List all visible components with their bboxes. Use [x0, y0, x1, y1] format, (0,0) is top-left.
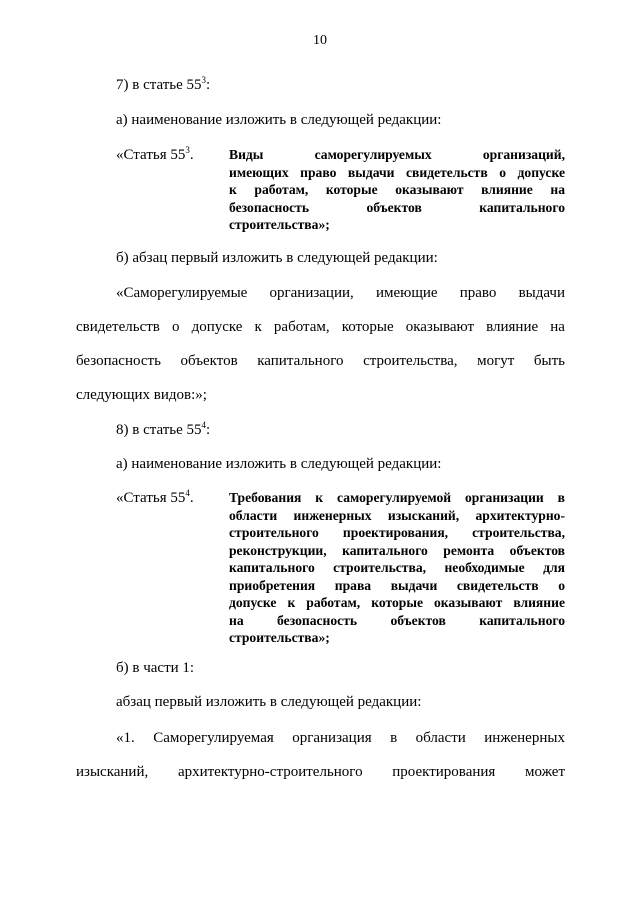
- article-55-4-heading-line: допуске к работам, которые оказывают влияние: [229, 595, 565, 610]
- article-55-4-heading-line: строительного проектирования, строительства,: [229, 525, 565, 540]
- word: к: [254, 319, 262, 335]
- article-55-4-label-sup: 4: [185, 488, 190, 498]
- page-number: 10: [313, 33, 327, 48]
- paragraph-item-7: [116, 76, 210, 94]
- word: право: [459, 285, 497, 301]
- paragraph-7a: а) наименование изложить в следующей редакции:: [116, 112, 442, 128]
- word: Саморегулируемая: [153, 730, 274, 746]
- word: «1.: [116, 730, 135, 746]
- item-7-superscript: 3: [201, 75, 207, 85]
- article-55-3-heading-line: строительства»;: [229, 217, 330, 232]
- word: могут: [477, 353, 515, 369]
- word: изысканий,: [76, 764, 149, 780]
- word: организация: [292, 730, 372, 746]
- word: допуске: [191, 319, 243, 335]
- word: оказывают: [405, 319, 475, 335]
- word: объектов: [180, 353, 238, 369]
- word: работам,: [273, 319, 330, 335]
- word: капитального: [257, 353, 344, 369]
- article-55-3-heading-line: безопасность объектов капитального: [229, 199, 565, 215]
- word: быть: [533, 353, 565, 369]
- word: свидетельств: [76, 319, 160, 335]
- item-8-superscript: 4: [201, 420, 207, 430]
- word: влияние: [486, 319, 539, 335]
- paragraph-8a: а) наименование изложить в следующей редакции:: [116, 456, 442, 472]
- article-55-3-heading-line: Виды саморегулируемых организаций,: [229, 147, 565, 162]
- paragraph-7b: б) абзац первый изложить в следующей редакции:: [116, 250, 438, 266]
- paragraph-8b: б) в части 1:: [116, 660, 195, 676]
- article-55-3-heading: [229, 146, 565, 234]
- article-55-3-label: [116, 146, 194, 164]
- item-8-tail: :: [206, 422, 211, 438]
- quote-1-line-2: [76, 318, 565, 336]
- article-55-4-label-tail: .: [189, 490, 194, 506]
- article-55-4-heading-line: Требования к саморегулируемой организации в: [229, 490, 565, 505]
- quote-2-line-1: [116, 729, 565, 747]
- word: области: [415, 730, 466, 746]
- quote-1-line-1: [116, 284, 565, 302]
- word: архитектурно-строительного: [177, 764, 363, 780]
- quote-1-line-3: [76, 352, 565, 370]
- word: о: [171, 319, 180, 335]
- word: выдачи: [518, 285, 565, 301]
- word: строительства,: [363, 353, 458, 369]
- paragraph-abzac: абзац первый изложить в следующей редакции:: [116, 694, 422, 710]
- word: имеющие: [375, 285, 438, 301]
- word: безопасность: [76, 353, 161, 369]
- word: проектирования: [392, 764, 496, 780]
- word: в: [390, 730, 398, 746]
- word: «Саморегулируемые: [116, 285, 248, 301]
- article-55-3-label-text: «Статья 55: [116, 147, 186, 163]
- article-55-4-heading-line: капитального строительства, необходимые для: [229, 560, 565, 575]
- article-55-3-heading-line: имеющих право выдачи свидетельств о допуске: [229, 164, 565, 180]
- word: на: [550, 319, 565, 335]
- quote-1-line-4: следующих видов:»;: [76, 387, 207, 403]
- word: организации,: [269, 285, 354, 301]
- article-55-4-heading-line: области инженерных изысканий, архитектурно-: [229, 507, 565, 523]
- article-55-3-label-tail: .: [189, 147, 194, 163]
- article-55-4-heading-line: реконструкции, капитального ремонта объектов: [229, 542, 565, 558]
- article-55-4-label: [116, 489, 194, 507]
- article-55-4-heading: [229, 489, 565, 647]
- word: инженерных: [484, 730, 565, 746]
- article-55-3-heading-line: к работам, которые оказывают влияние на: [229, 182, 565, 197]
- article-55-4-label-text: «Статья 55: [116, 490, 186, 506]
- article-55-4-heading-line: на безопасность объектов капитального: [229, 612, 565, 628]
- article-55-4-heading-line: строительства»;: [229, 630, 330, 645]
- item-7-tail: :: [206, 77, 211, 93]
- paragraph-item-8: [116, 421, 210, 439]
- word: которые: [341, 319, 394, 335]
- article-55-3-label-sup: 3: [185, 145, 190, 155]
- item-8-text: 8) в статье 55: [116, 422, 202, 438]
- word: может: [525, 764, 565, 780]
- quote-2-line-2: [76, 763, 565, 781]
- item-7-text: 7) в статье 55: [116, 77, 202, 93]
- article-55-4-heading-line: приобретения права выдачи свидетельств о: [229, 577, 565, 593]
